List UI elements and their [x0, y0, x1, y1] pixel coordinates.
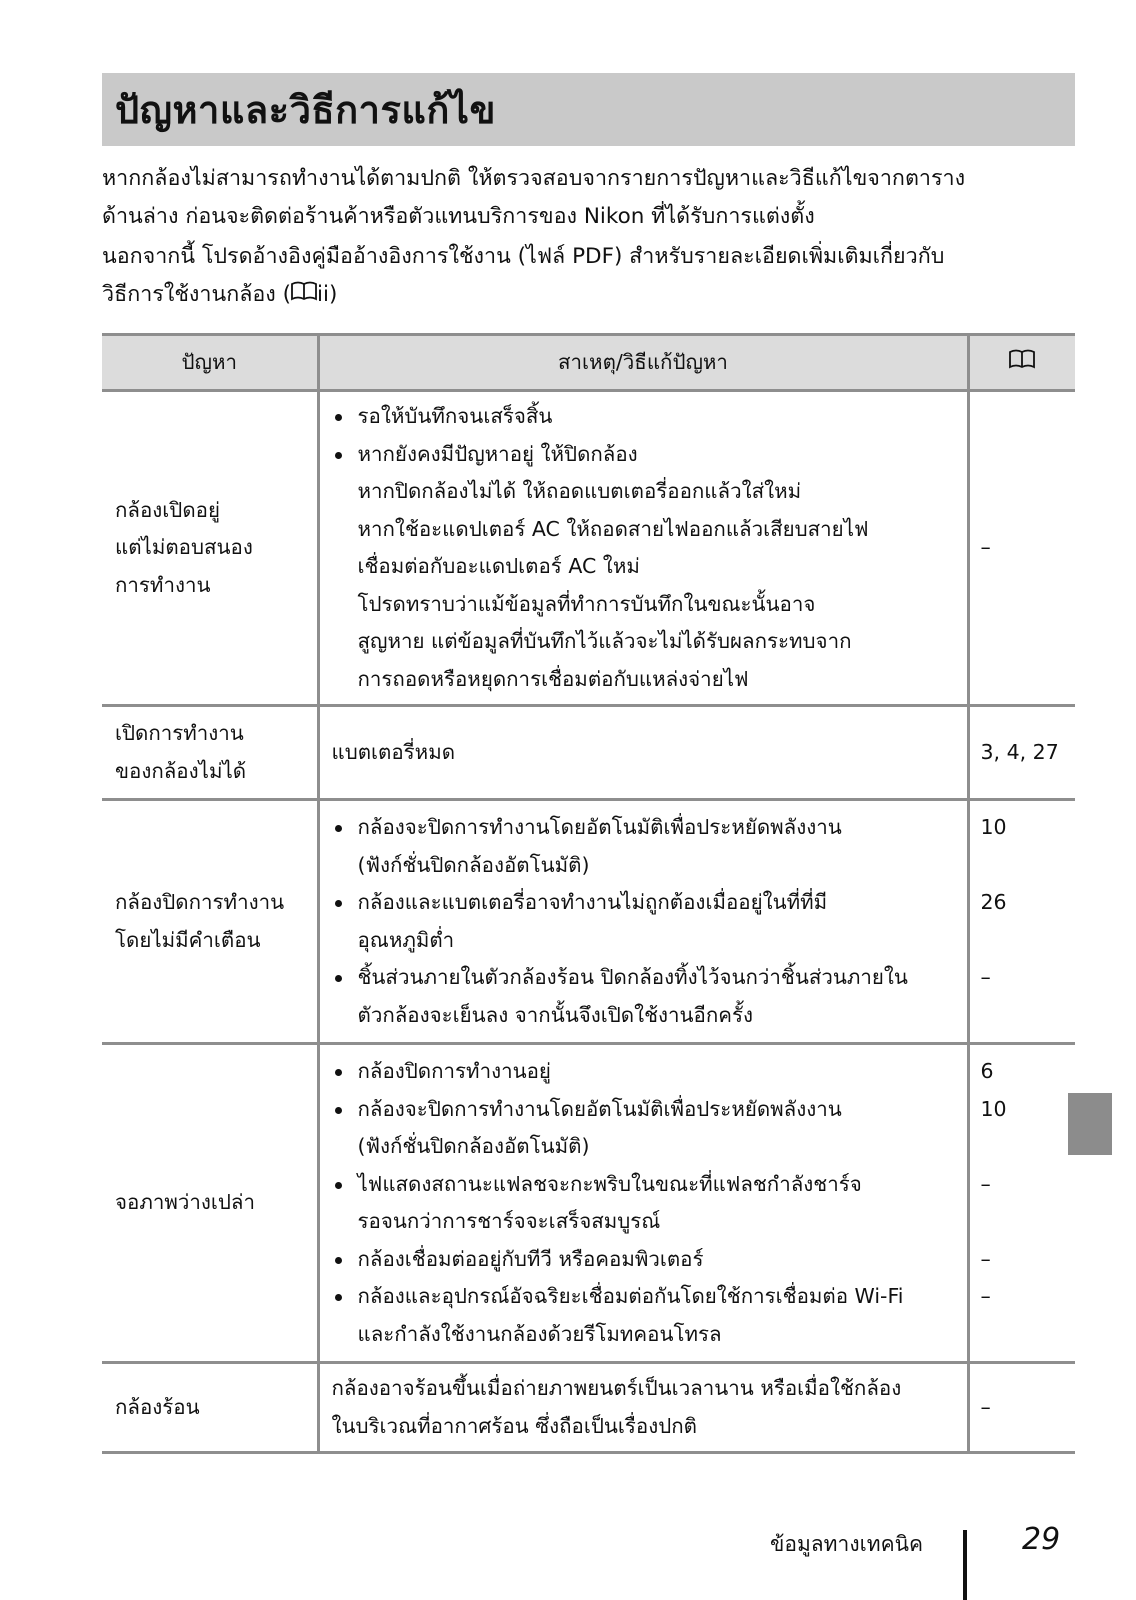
footer-section-label: ข้อมูลทางเทคนิค	[770, 1532, 924, 1556]
problem-cell: กล้องร้อน	[102, 1363, 318, 1453]
section-title-bar	[102, 73, 1075, 146]
list-item: กล้องจะปิดการทำงานโดยอัตโนมัติเพื่อประหยัดพลังงาน (ฟังก์ชั่นปิดกล้องอัตโนมัติ)	[332, 809, 959, 884]
problem-cell: กล้องเปิดอยู่ แต่ไม่ตอบสนอง การทำงาน	[102, 391, 318, 706]
cause-cell: กล้องอาจร้อนขึ้นเมื่อถ่ายภาพยนตร์เป็นเวลานาน หรือเมื่อใช้กล้อง ในบริเวณที่อากาศร้อน ซึ่งถือเป็นเรื่องปกติ	[318, 1363, 968, 1453]
page-ref-cell: 3, 4, 27	[968, 706, 1075, 800]
problem-cell: จอภาพว่างเปล่า	[102, 1044, 318, 1363]
list-item: กล้องเชื่อมต่ออยู่กับทีวี หรือคอมพิวเตอร์	[332, 1241, 959, 1279]
page-ref-cell: 10 26 –	[968, 800, 1075, 1044]
table-row	[102, 800, 1075, 1044]
intro-line: นอกจากนี้ โปรดอ้างอิงคู่มืออ้างอิงการใช้งาน (ไฟล์ PDF) สำหรับรายละเอียดเพิ่มเติมเกี่ยวกับ	[102, 244, 945, 269]
cause-cell: แบตเตอรี่หมด	[318, 706, 968, 800]
list-item: กล้องและอุปกรณ์อัจฉริยะเชื่อมต่อกันโดยใช้การเชื่อมต่อ Wi-Fi และกำลังใช้งานกล้องด้วยรีโมทคอนโทรล	[332, 1278, 959, 1353]
list-item: ชิ้นส่วนภายในตัวกล้องร้อน ปิดกล้องทิ้งไว้จนกว่าชิ้นส่วนภายใน ตัวกล้องจะเย็นลง จากนั้นจึงเปิดใช้งานอีกครั้ง	[332, 959, 959, 1034]
page-number: 29	[1022, 1522, 1061, 1557]
cause-cell	[318, 800, 968, 1044]
list-item: หากยังคงมีปัญหาอยู่ ให้ปิดกล้อง หากปิดกล้องไม่ได้ ให้ถอดแบตเตอรี่ออกแล้วใส่ใหม่ หากใช้อะแดปเตอร์ AC ให้ถอดสายไฟออกแล้วเสียบสายไฟ เชื่อมต่อกับอะแดปเตอร์ AC ใหม่ โปรดทราบว่าแม้ข้อมูลที่ทำการบันทึกในขณะนั้นอาจ สูญหาย แต่ข้อมูลที่บันทึกไว้แล้วจะไม่ได้รับผลกระทบจาก การถอดหรือหยุดการเชื่อมต่อกับแหล่งจ่ายไฟ	[332, 436, 959, 699]
intro-line	[102, 276, 1082, 314]
book-icon	[1009, 344, 1035, 382]
manual-page-ref: ii	[317, 282, 329, 307]
intro-line: หากกล้องไม่สามารถทำงานได้ตามปกติ ให้ตรวจสอบจากรายการปัญหาและวิธีแก้ไขจากตาราง	[102, 166, 966, 191]
table-row	[102, 706, 1075, 800]
intro-line: ด้านล่าง ก่อนจะติดต่อร้านค้าหรือตัวแทนบริการของ Nikon ที่ได้รับการแต่งตั้ง	[102, 204, 815, 229]
page-ref-cell: –	[968, 391, 1075, 706]
cause-cell	[318, 1044, 968, 1363]
list-item: ไฟแสดงสถานะแฟลชจะกะพริบในขณะที่แฟลชกำลังชาร์จ รอจนกว่าการชาร์จจะเสร็จสมบูรณ์	[332, 1166, 959, 1241]
troubleshooting-table	[102, 333, 1075, 1454]
table-row	[102, 1363, 1075, 1453]
book-icon	[291, 276, 317, 314]
header-page-ref	[968, 335, 1075, 391]
header-cause: สาเหตุ/วิธีแก้ปัญหา	[318, 335, 968, 391]
list-item: กล้องจะปิดการทำงานโดยอัตโนมัติเพื่อประหยัดพลังงาน (ฟังก์ชั่นปิดกล้องอัตโนมัติ)	[332, 1091, 959, 1166]
header-problem: ปัญหา	[102, 335, 318, 391]
problem-cell: กล้องปิดการทำงาน โดยไม่มีคำเตือน	[102, 800, 318, 1044]
cause-cell	[318, 391, 968, 706]
page-title: ปัญหาและวิธีการแก้ไข	[115, 88, 496, 132]
problem-cell: เปิดการทำงาน ของกล้องไม่ได้	[102, 706, 318, 800]
list-item: รอให้บันทึกจนเสร็จสิ้น	[332, 398, 959, 436]
list-item: กล้องและแบตเตอรี่อาจทำงานไม่ถูกต้องเมื่ออยู่ในที่ที่มี อุณหภูมิต่ำ	[332, 884, 959, 959]
intro-line-text: )	[328, 282, 338, 307]
chapter-tab	[1068, 1093, 1112, 1155]
list-item: กล้องปิดการทำงานอยู่	[332, 1053, 959, 1091]
footer-divider	[963, 1530, 967, 1600]
table-header-row	[102, 335, 1075, 391]
table-row	[102, 391, 1075, 706]
page-ref-cell: 6 10 – – –	[968, 1044, 1075, 1363]
table-row	[102, 1044, 1075, 1363]
page-ref-cell: –	[968, 1363, 1075, 1453]
intro-text	[102, 160, 1082, 314]
intro-line-text: วิธีการใช้งานกล้อง (	[102, 282, 292, 307]
